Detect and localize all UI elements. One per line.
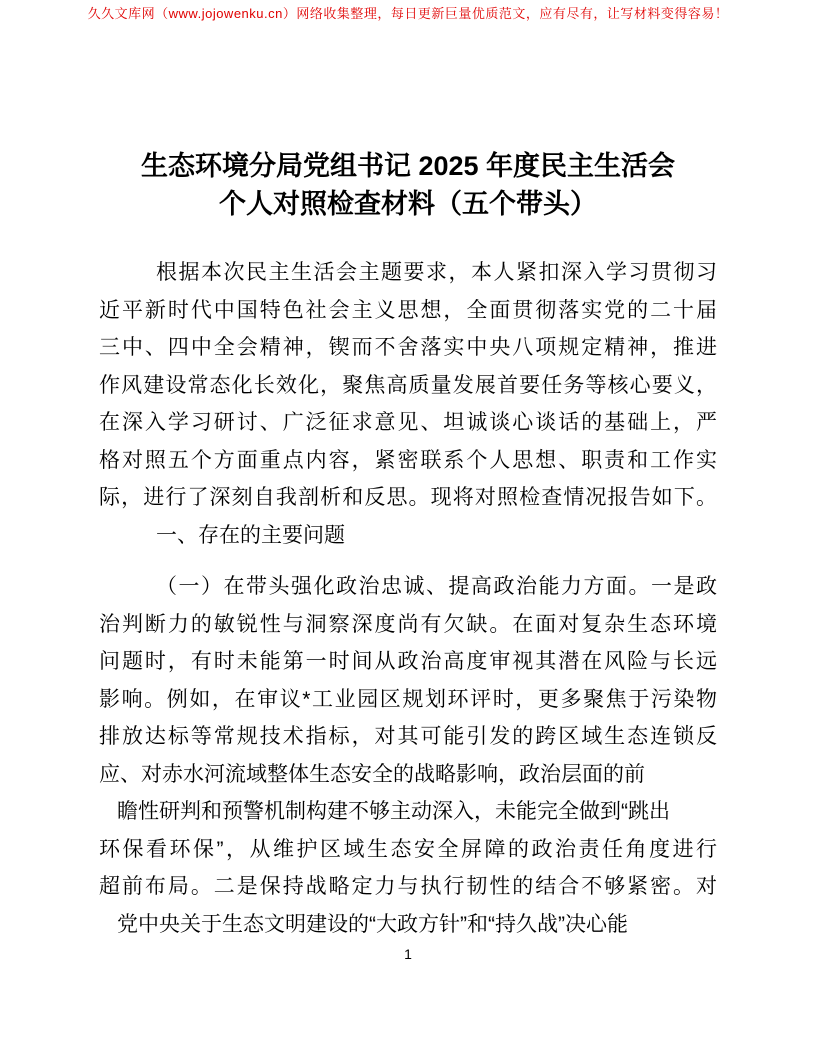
body-text-line: 近平新时代中国特色社会主义思想，全面贯彻落实党的二十届 bbox=[99, 298, 717, 322]
body-text-line: 三中、四中全会精神，锲而不舍落实中央八项规定精神，推进 bbox=[99, 336, 717, 359]
body-text-line: 党中央关于生态文明建设的“大政方针”和“持久战”决心能 bbox=[117, 912, 628, 936]
body-text-line: 环保看环保”，从维护区域生态安全屏障的政治责任角度进行 bbox=[99, 837, 717, 861]
body-text-line: 瞻性研判和预警机制构建不够主动深入，未能完全做到“跳出 bbox=[117, 800, 670, 823]
body-text-line: 格对照五个方面重点内容，紧密联系个人思想、职责和工作实 bbox=[99, 448, 717, 472]
watermark-header-text: 久久文库网（www.jojowenku.cn）网络收集整理，每日更新巨量优质范文，应有尽有，让写材料变得容易！ bbox=[87, 6, 729, 21]
document-title-line2: 个人对照检查材料（五个带头） bbox=[219, 189, 597, 219]
document-title bbox=[48, 147, 768, 223]
document-body bbox=[99, 254, 717, 943]
body-text-line: （一）在带头强化政治忠诚、提高政治能力方面。一是政 bbox=[156, 575, 717, 598]
body-text-line: 根据本次民主生活会主题要求，本人紧扣深入学习贯彻习 bbox=[156, 261, 717, 284]
page-number: 1 bbox=[404, 946, 412, 962]
body-text-line: 治判断力的敏锐性与洞察深度尚有欠缺。在面对复杂生态环境 bbox=[99, 612, 717, 636]
body-text-line: 排放达标等常规技术指标，对其可能引发的跨区域生态连锁反 bbox=[99, 725, 717, 748]
body-text-line: 作风建设常态化长效化，聚焦高质量发展首要任务等核心要义， bbox=[99, 373, 717, 397]
section-heading: 一、存在的主要问题 bbox=[156, 523, 345, 547]
paragraph-intro bbox=[99, 254, 717, 517]
body-text-line: 应、对赤水河流域整体生态安全的战略影响，政治层面的前 bbox=[99, 762, 645, 786]
body-text-line: 问题时，有时未能第一时间从政治高度审视其潜在风险与长远 bbox=[99, 650, 717, 673]
paragraph-problems bbox=[99, 568, 717, 943]
body-text-line: 际，进行了深刻自我剖析和反思。现将对照检查情况报告如下。 bbox=[99, 486, 717, 509]
body-text-line: 影响。例如，在审议*工业园区规划环评时，更多聚焦于污染物 bbox=[99, 687, 717, 711]
document-title-line1: 生态环境分局党组书记 2025 年度民主生活会 bbox=[140, 151, 676, 181]
body-text-line: 在深入学习研讨、广泛征求意见、坦诚谈心谈话的基础上，严 bbox=[99, 411, 717, 434]
body-text-line: 超前布局。二是保持战略定力与执行韧性的结合不够紧密。对 bbox=[99, 875, 717, 898]
